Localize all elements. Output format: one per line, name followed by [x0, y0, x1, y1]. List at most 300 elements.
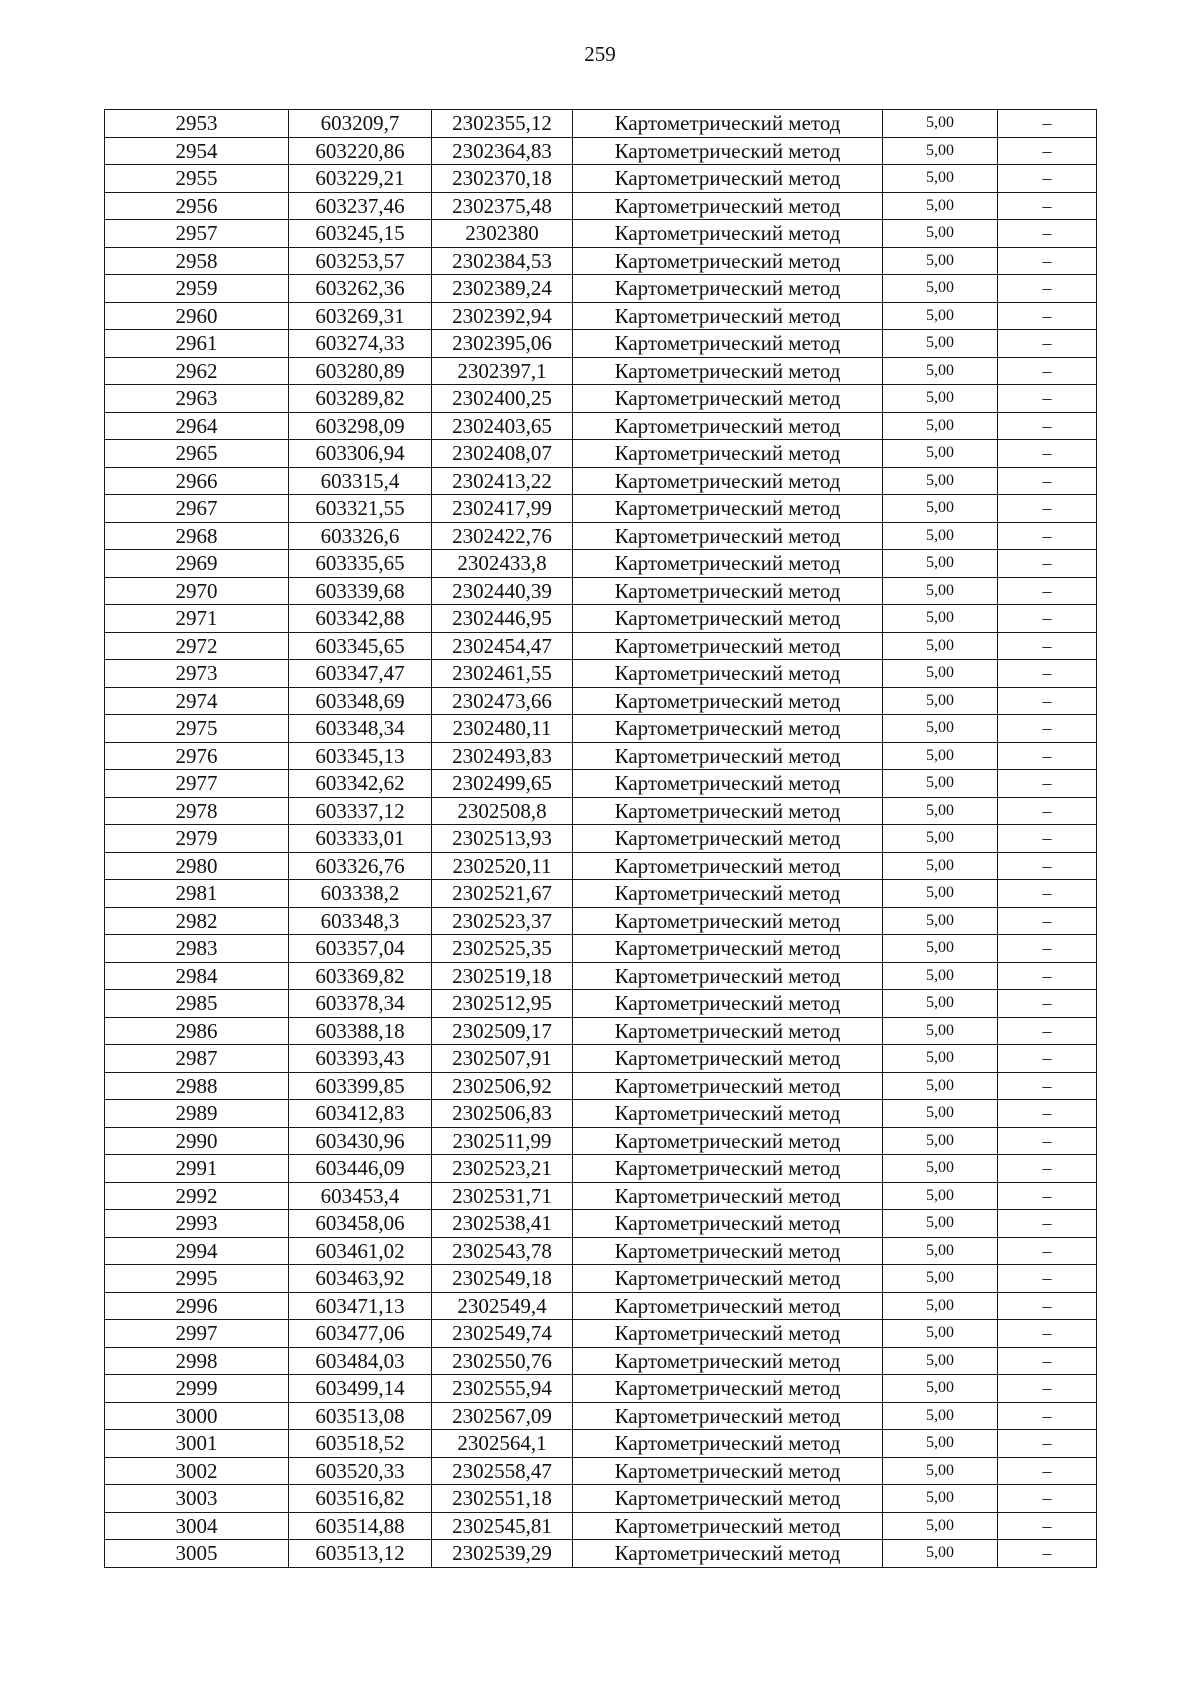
- table-row: [105, 137, 1097, 165]
- y-coordinate-cell: 2302564,1: [432, 1430, 573, 1458]
- method-cell: Картометрический метод: [573, 220, 883, 248]
- point-number-cell: 2982: [105, 907, 289, 935]
- point-number-cell: 2986: [105, 1017, 289, 1045]
- method-cell: Картометрический метод: [573, 192, 883, 220]
- method-cell: Картометрический метод: [573, 605, 883, 633]
- dash-cell: –: [998, 577, 1097, 605]
- y-coordinate-cell: 2302506,83: [432, 1100, 573, 1128]
- point-number-cell: 2971: [105, 605, 289, 633]
- accuracy-cell: 5,00: [883, 577, 998, 605]
- accuracy-cell: 5,00: [883, 247, 998, 275]
- point-number-cell: 3003: [105, 1485, 289, 1513]
- y-coordinate-cell: 2302440,39: [432, 577, 573, 605]
- y-coordinate-cell: 2302549,18: [432, 1265, 573, 1293]
- accuracy-cell: 5,00: [883, 825, 998, 853]
- table-row: [105, 1430, 1097, 1458]
- x-coordinate-cell: 603484,03: [289, 1347, 432, 1375]
- dash-cell: –: [998, 1540, 1097, 1568]
- point-number-cell: 2973: [105, 660, 289, 688]
- x-coordinate-cell: 603342,88: [289, 605, 432, 633]
- point-number-cell: 2960: [105, 302, 289, 330]
- y-coordinate-cell: 2302493,83: [432, 742, 573, 770]
- method-cell: Картометрический метод: [573, 1127, 883, 1155]
- point-number-cell: 2987: [105, 1045, 289, 1073]
- dash-cell: –: [998, 440, 1097, 468]
- dash-cell: –: [998, 1320, 1097, 1348]
- x-coordinate-cell: 603262,36: [289, 275, 432, 303]
- accuracy-cell: 5,00: [883, 412, 998, 440]
- table-row: [105, 550, 1097, 578]
- accuracy-cell: 5,00: [883, 632, 998, 660]
- table-row: [105, 1182, 1097, 1210]
- point-number-cell: 3000: [105, 1402, 289, 1430]
- point-number-cell: 2993: [105, 1210, 289, 1238]
- table-row: [105, 1100, 1097, 1128]
- method-cell: Картометрический метод: [573, 440, 883, 468]
- accuracy-cell: 5,00: [883, 330, 998, 358]
- y-coordinate-cell: 2302397,1: [432, 357, 573, 385]
- table-row: [105, 742, 1097, 770]
- point-number-cell: 2980: [105, 852, 289, 880]
- dash-cell: –: [998, 1430, 1097, 1458]
- y-coordinate-cell: 2302549,4: [432, 1292, 573, 1320]
- x-coordinate-cell: 603253,57: [289, 247, 432, 275]
- x-coordinate-cell: 603499,14: [289, 1375, 432, 1403]
- x-coordinate-cell: 603338,2: [289, 880, 432, 908]
- accuracy-cell: 5,00: [883, 1540, 998, 1568]
- accuracy-cell: 5,00: [883, 302, 998, 330]
- y-coordinate-cell: 2302403,65: [432, 412, 573, 440]
- x-coordinate-cell: 603348,34: [289, 715, 432, 743]
- accuracy-cell: 5,00: [883, 165, 998, 193]
- point-number-cell: 2978: [105, 797, 289, 825]
- x-coordinate-cell: 603209,7: [289, 110, 432, 138]
- point-number-cell: 2976: [105, 742, 289, 770]
- y-coordinate-cell: 2302375,48: [432, 192, 573, 220]
- dash-cell: –: [998, 165, 1097, 193]
- accuracy-cell: 5,00: [883, 220, 998, 248]
- accuracy-cell: 5,00: [883, 1430, 998, 1458]
- x-coordinate-cell: 603388,18: [289, 1017, 432, 1045]
- x-coordinate-cell: 603321,55: [289, 495, 432, 523]
- dash-cell: –: [998, 1017, 1097, 1045]
- accuracy-cell: 5,00: [883, 935, 998, 963]
- y-coordinate-cell: 2302364,83: [432, 137, 573, 165]
- method-cell: Картометрический метод: [573, 1155, 883, 1183]
- x-coordinate-cell: 603339,68: [289, 577, 432, 605]
- point-number-cell: 2979: [105, 825, 289, 853]
- accuracy-cell: 5,00: [883, 1402, 998, 1430]
- dash-cell: –: [998, 605, 1097, 633]
- table-row: [105, 687, 1097, 715]
- dash-cell: –: [998, 412, 1097, 440]
- method-cell: Картометрический метод: [573, 110, 883, 138]
- y-coordinate-cell: 2302417,99: [432, 495, 573, 523]
- point-number-cell: 2962: [105, 357, 289, 385]
- table-row: [105, 440, 1097, 468]
- dash-cell: –: [998, 632, 1097, 660]
- method-cell: Картометрический метод: [573, 687, 883, 715]
- accuracy-cell: 5,00: [883, 1265, 998, 1293]
- accuracy-cell: 5,00: [883, 797, 998, 825]
- table-row: [105, 935, 1097, 963]
- table-row: [105, 412, 1097, 440]
- dash-cell: –: [998, 1402, 1097, 1430]
- table-row: [105, 715, 1097, 743]
- y-coordinate-cell: 2302558,47: [432, 1457, 573, 1485]
- y-coordinate-cell: 2302392,94: [432, 302, 573, 330]
- y-coordinate-cell: 2302380: [432, 220, 573, 248]
- table-row: [105, 247, 1097, 275]
- table-row: [105, 110, 1097, 138]
- x-coordinate-cell: 603345,65: [289, 632, 432, 660]
- y-coordinate-cell: 2302525,35: [432, 935, 573, 963]
- point-number-cell: 2989: [105, 1100, 289, 1128]
- table-row: [105, 275, 1097, 303]
- x-coordinate-cell: 603237,46: [289, 192, 432, 220]
- y-coordinate-cell: 2302506,92: [432, 1072, 573, 1100]
- x-coordinate-cell: 603453,4: [289, 1182, 432, 1210]
- accuracy-cell: 5,00: [883, 715, 998, 743]
- table-row: [105, 1017, 1097, 1045]
- table-row: [105, 660, 1097, 688]
- table-row: [105, 495, 1097, 523]
- table-row: [105, 1292, 1097, 1320]
- y-coordinate-cell: 2302521,67: [432, 880, 573, 908]
- x-coordinate-cell: 603326,6: [289, 522, 432, 550]
- dash-cell: –: [998, 467, 1097, 495]
- accuracy-cell: 5,00: [883, 605, 998, 633]
- x-coordinate-cell: 603306,94: [289, 440, 432, 468]
- x-coordinate-cell: 603412,83: [289, 1100, 432, 1128]
- method-cell: Картометрический метод: [573, 1512, 883, 1540]
- x-coordinate-cell: 603518,52: [289, 1430, 432, 1458]
- dash-cell: –: [998, 1127, 1097, 1155]
- dash-cell: –: [998, 1237, 1097, 1265]
- y-coordinate-cell: 2302499,65: [432, 770, 573, 798]
- table-row: [105, 1072, 1097, 1100]
- x-coordinate-cell: 603326,76: [289, 852, 432, 880]
- point-number-cell: 2958: [105, 247, 289, 275]
- y-coordinate-cell: 2302509,17: [432, 1017, 573, 1045]
- method-cell: Картометрический метод: [573, 1375, 883, 1403]
- method-cell: Картометрический метод: [573, 385, 883, 413]
- method-cell: Картометрический метод: [573, 495, 883, 523]
- y-coordinate-cell: 2302370,18: [432, 165, 573, 193]
- accuracy-cell: 5,00: [883, 275, 998, 303]
- method-cell: Картометрический метод: [573, 715, 883, 743]
- table-row: [105, 1127, 1097, 1155]
- x-coordinate-cell: 603298,09: [289, 412, 432, 440]
- accuracy-cell: 5,00: [883, 990, 998, 1018]
- point-number-cell: 2969: [105, 550, 289, 578]
- method-cell: Картометрический метод: [573, 357, 883, 385]
- method-cell: Картометрический метод: [573, 330, 883, 358]
- y-coordinate-cell: 2302433,8: [432, 550, 573, 578]
- point-number-cell: 2966: [105, 467, 289, 495]
- table-row: [105, 907, 1097, 935]
- dash-cell: –: [998, 385, 1097, 413]
- dash-cell: –: [998, 550, 1097, 578]
- dash-cell: –: [998, 1210, 1097, 1238]
- table-row: [105, 522, 1097, 550]
- method-cell: Картометрический метод: [573, 935, 883, 963]
- dash-cell: –: [998, 302, 1097, 330]
- table-row: [105, 770, 1097, 798]
- point-number-cell: 2974: [105, 687, 289, 715]
- y-coordinate-cell: 2302538,41: [432, 1210, 573, 1238]
- point-number-cell: 2988: [105, 1072, 289, 1100]
- accuracy-cell: 5,00: [883, 1072, 998, 1100]
- method-cell: Картометрический метод: [573, 1072, 883, 1100]
- dash-cell: –: [998, 1485, 1097, 1513]
- point-number-cell: 2994: [105, 1237, 289, 1265]
- dash-cell: –: [998, 1182, 1097, 1210]
- table-row: [105, 1237, 1097, 1265]
- y-coordinate-cell: 2302539,29: [432, 1540, 573, 1568]
- accuracy-cell: 5,00: [883, 1292, 998, 1320]
- table-row: [105, 632, 1097, 660]
- method-cell: Картометрический метод: [573, 412, 883, 440]
- accuracy-cell: 5,00: [883, 880, 998, 908]
- table-row: [105, 192, 1097, 220]
- dash-cell: –: [998, 275, 1097, 303]
- y-coordinate-cell: 2302511,99: [432, 1127, 573, 1155]
- accuracy-cell: 5,00: [883, 1017, 998, 1045]
- accuracy-cell: 5,00: [883, 1237, 998, 1265]
- method-cell: Картометрический метод: [573, 742, 883, 770]
- point-number-cell: 2963: [105, 385, 289, 413]
- dash-cell: –: [998, 1347, 1097, 1375]
- y-coordinate-cell: 2302523,21: [432, 1155, 573, 1183]
- point-number-cell: 2998: [105, 1347, 289, 1375]
- table-row: [105, 1457, 1097, 1485]
- point-number-cell: 2964: [105, 412, 289, 440]
- y-coordinate-cell: 2302543,78: [432, 1237, 573, 1265]
- dash-cell: –: [998, 1292, 1097, 1320]
- x-coordinate-cell: 603289,82: [289, 385, 432, 413]
- dash-cell: –: [998, 852, 1097, 880]
- point-number-cell: 2968: [105, 522, 289, 550]
- y-coordinate-cell: 2302413,22: [432, 467, 573, 495]
- dash-cell: –: [998, 1375, 1097, 1403]
- point-number-cell: 2972: [105, 632, 289, 660]
- method-cell: Картометрический метод: [573, 1540, 883, 1568]
- method-cell: Картометрический метод: [573, 660, 883, 688]
- point-number-cell: 2956: [105, 192, 289, 220]
- method-cell: Картометрический метод: [573, 1485, 883, 1513]
- method-cell: Картометрический метод: [573, 1402, 883, 1430]
- dash-cell: –: [998, 880, 1097, 908]
- accuracy-cell: 5,00: [883, 1127, 998, 1155]
- point-number-cell: 3004: [105, 1512, 289, 1540]
- x-coordinate-cell: 603342,62: [289, 770, 432, 798]
- point-number-cell: 2981: [105, 880, 289, 908]
- x-coordinate-cell: 603513,08: [289, 1402, 432, 1430]
- method-cell: Картометрический метод: [573, 770, 883, 798]
- table-row: [105, 825, 1097, 853]
- y-coordinate-cell: 2302454,47: [432, 632, 573, 660]
- point-number-cell: 2955: [105, 165, 289, 193]
- point-number-cell: 2983: [105, 935, 289, 963]
- point-number-cell: 2999: [105, 1375, 289, 1403]
- table-row: [105, 577, 1097, 605]
- x-coordinate-cell: 603347,47: [289, 660, 432, 688]
- y-coordinate-cell: 2302389,24: [432, 275, 573, 303]
- x-coordinate-cell: 603461,02: [289, 1237, 432, 1265]
- accuracy-cell: 5,00: [883, 1100, 998, 1128]
- point-number-cell: 2995: [105, 1265, 289, 1293]
- method-cell: Картометрический метод: [573, 797, 883, 825]
- point-number-cell: 2957: [105, 220, 289, 248]
- method-cell: Картометрический метод: [573, 1265, 883, 1293]
- y-coordinate-cell: 2302545,81: [432, 1512, 573, 1540]
- y-coordinate-cell: 2302551,18: [432, 1485, 573, 1513]
- x-coordinate-cell: 603399,85: [289, 1072, 432, 1100]
- dash-cell: –: [998, 715, 1097, 743]
- table-row: [105, 1540, 1097, 1568]
- dash-cell: –: [998, 797, 1097, 825]
- method-cell: Картометрический метод: [573, 1017, 883, 1045]
- table-row: [105, 165, 1097, 193]
- method-cell: Картометрический метод: [573, 1347, 883, 1375]
- accuracy-cell: 5,00: [883, 550, 998, 578]
- accuracy-cell: 5,00: [883, 742, 998, 770]
- point-number-cell: 2961: [105, 330, 289, 358]
- point-number-cell: 2984: [105, 962, 289, 990]
- method-cell: Картометрический метод: [573, 467, 883, 495]
- dash-cell: –: [998, 1155, 1097, 1183]
- x-coordinate-cell: 603337,12: [289, 797, 432, 825]
- x-coordinate-cell: 603446,09: [289, 1155, 432, 1183]
- method-cell: Картометрический метод: [573, 1045, 883, 1073]
- dash-cell: –: [998, 660, 1097, 688]
- accuracy-cell: 5,00: [883, 385, 998, 413]
- accuracy-cell: 5,00: [883, 1045, 998, 1073]
- method-cell: Картометрический метод: [573, 852, 883, 880]
- dash-cell: –: [998, 907, 1097, 935]
- accuracy-cell: 5,00: [883, 1182, 998, 1210]
- table-row: [105, 220, 1097, 248]
- accuracy-cell: 5,00: [883, 852, 998, 880]
- point-number-cell: 3005: [105, 1540, 289, 1568]
- dash-cell: –: [998, 825, 1097, 853]
- accuracy-cell: 5,00: [883, 770, 998, 798]
- table-row: [105, 880, 1097, 908]
- accuracy-cell: 5,00: [883, 495, 998, 523]
- method-cell: Картометрический метод: [573, 577, 883, 605]
- point-number-cell: 2959: [105, 275, 289, 303]
- method-cell: Картометрический метод: [573, 302, 883, 330]
- x-coordinate-cell: 603393,43: [289, 1045, 432, 1073]
- y-coordinate-cell: 2302395,06: [432, 330, 573, 358]
- y-coordinate-cell: 2302384,53: [432, 247, 573, 275]
- y-coordinate-cell: 2302408,07: [432, 440, 573, 468]
- dash-cell: –: [998, 357, 1097, 385]
- method-cell: Картометрический метод: [573, 275, 883, 303]
- point-number-cell: 2970: [105, 577, 289, 605]
- accuracy-cell: 5,00: [883, 1347, 998, 1375]
- y-coordinate-cell: 2302555,94: [432, 1375, 573, 1403]
- y-coordinate-cell: 2302355,12: [432, 110, 573, 138]
- point-number-cell: 2997: [105, 1320, 289, 1348]
- method-cell: Картометрический метод: [573, 522, 883, 550]
- x-coordinate-cell: 603369,82: [289, 962, 432, 990]
- dash-cell: –: [998, 522, 1097, 550]
- dash-cell: –: [998, 1045, 1097, 1073]
- x-coordinate-cell: 603458,06: [289, 1210, 432, 1238]
- coordinates-table: [104, 109, 1097, 1568]
- dash-cell: –: [998, 330, 1097, 358]
- dash-cell: –: [998, 247, 1097, 275]
- accuracy-cell: 5,00: [883, 687, 998, 715]
- table-row: [105, 1402, 1097, 1430]
- x-coordinate-cell: 603357,04: [289, 935, 432, 963]
- x-coordinate-cell: 603333,01: [289, 825, 432, 853]
- accuracy-cell: 5,00: [883, 522, 998, 550]
- x-coordinate-cell: 603245,15: [289, 220, 432, 248]
- page-number: 259: [584, 42, 616, 66]
- accuracy-cell: 5,00: [883, 907, 998, 935]
- dash-cell: –: [998, 1072, 1097, 1100]
- table-row: [105, 1265, 1097, 1293]
- dash-cell: –: [998, 962, 1097, 990]
- dash-cell: –: [998, 1457, 1097, 1485]
- x-coordinate-cell: 603348,3: [289, 907, 432, 935]
- point-number-cell: 2965: [105, 440, 289, 468]
- table-row: [105, 797, 1097, 825]
- table-row: [105, 1347, 1097, 1375]
- y-coordinate-cell: 2302550,76: [432, 1347, 573, 1375]
- table-row: [105, 1210, 1097, 1238]
- point-number-cell: 2953: [105, 110, 289, 138]
- table-row: [105, 385, 1097, 413]
- y-coordinate-cell: 2302520,11: [432, 852, 573, 880]
- method-cell: Картометрический метод: [573, 1100, 883, 1128]
- table-row: [105, 467, 1097, 495]
- dash-cell: –: [998, 1265, 1097, 1293]
- table-row: [105, 330, 1097, 358]
- y-coordinate-cell: 2302461,55: [432, 660, 573, 688]
- accuracy-cell: 5,00: [883, 1375, 998, 1403]
- method-cell: Картометрический метод: [573, 1457, 883, 1485]
- method-cell: Картометрический метод: [573, 247, 883, 275]
- method-cell: Картометрический метод: [573, 962, 883, 990]
- x-coordinate-cell: 603471,13: [289, 1292, 432, 1320]
- dash-cell: –: [998, 687, 1097, 715]
- y-coordinate-cell: 2302480,11: [432, 715, 573, 743]
- accuracy-cell: 5,00: [883, 467, 998, 495]
- method-cell: Картометрический метод: [573, 632, 883, 660]
- method-cell: Картометрический метод: [573, 907, 883, 935]
- dash-cell: –: [998, 990, 1097, 1018]
- point-number-cell: 2990: [105, 1127, 289, 1155]
- accuracy-cell: 5,00: [883, 1320, 998, 1348]
- dash-cell: –: [998, 137, 1097, 165]
- accuracy-cell: 5,00: [883, 110, 998, 138]
- y-coordinate-cell: 2302422,76: [432, 522, 573, 550]
- table-row: [105, 962, 1097, 990]
- table-row: [105, 990, 1097, 1018]
- dash-cell: –: [998, 220, 1097, 248]
- point-number-cell: 2954: [105, 137, 289, 165]
- method-cell: Картометрический метод: [573, 1237, 883, 1265]
- x-coordinate-cell: 603229,21: [289, 165, 432, 193]
- method-cell: Картометрический метод: [573, 880, 883, 908]
- accuracy-cell: 5,00: [883, 192, 998, 220]
- dash-cell: –: [998, 935, 1097, 963]
- method-cell: Картометрический метод: [573, 1430, 883, 1458]
